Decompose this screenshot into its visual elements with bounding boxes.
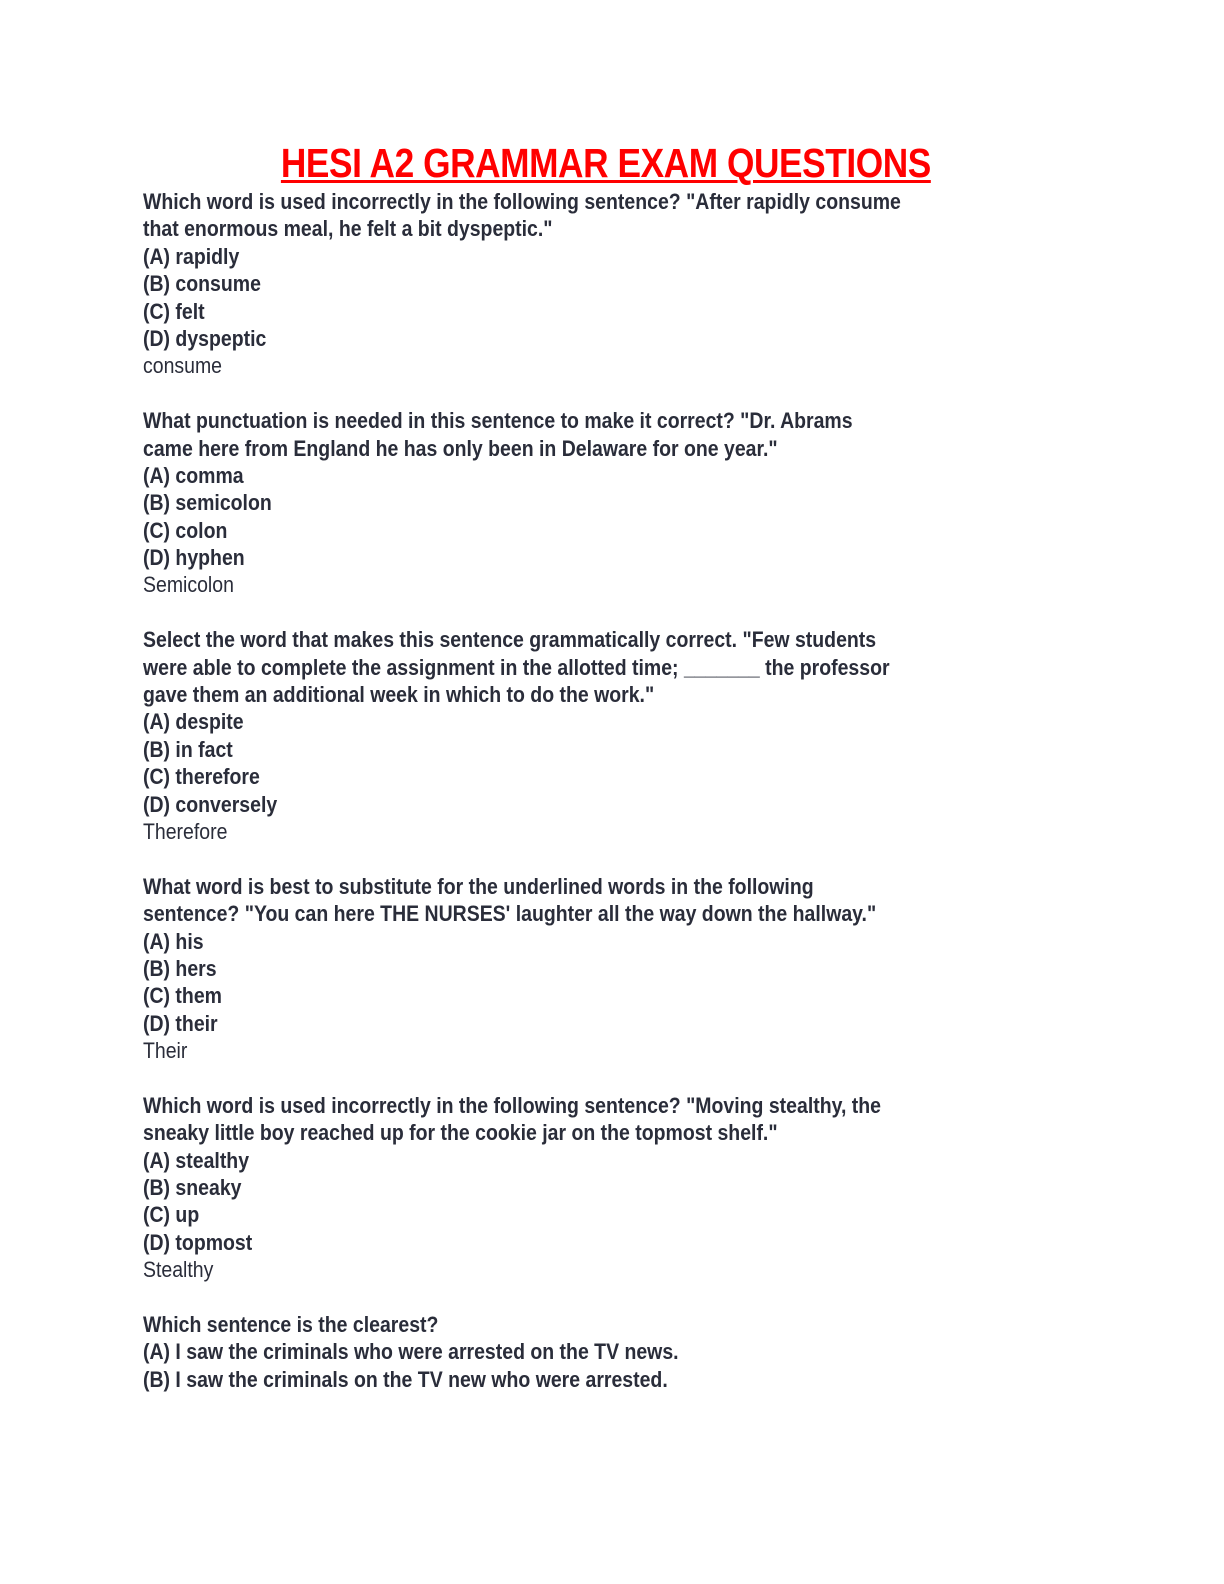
answer: Their [143,1038,188,1064]
option-d: (D) conversely [143,791,278,817]
question-text-line: sneaky little boy reached up for the cookie jar on the topmost shelf." [143,1120,778,1146]
question-text-line: sentence? "You can here THE NURSES' laughter all the way down the hallway." [143,901,877,927]
question-text-line: came here from England he has only been in Delaware for one year." [143,435,778,461]
question-text-line: were able to complete the assignment in the allotted time; _______ the professor [143,654,890,680]
answer: Semicolon [143,572,234,598]
question-text-line: that enormous meal, he felt a bit dyspeptic." [143,216,553,242]
question-4 [143,873,1117,1065]
option-b: (B) consume [143,271,261,297]
option-d: (D) dyspeptic [143,325,267,351]
page-title-text: HESI A2 GRAMMAR EXAM QUESTIONS [281,140,931,186]
question-1 [143,188,1117,380]
option-a: (A) his [143,928,204,954]
answer: Stealthy [143,1257,214,1283]
option-c: (C) them [143,983,222,1009]
question-text-line: What punctuation is needed in this sentence to make it correct? "Dr. Abrams [143,408,853,434]
option-d: (D) topmost [143,1229,253,1255]
question-2 [143,407,1117,599]
option-c: (C) up [143,1202,200,1228]
option-b: (B) semicolon [143,490,272,516]
option-c: (C) felt [143,298,205,324]
question-text-line: Select the word that makes this sentence grammatically correct. "Few students [143,627,877,653]
option-d: (D) hyphen [143,545,245,571]
option-b: (B) hers [143,955,217,981]
option-a: (A) stealthy [143,1147,250,1173]
option-a: (A) rapidly [143,243,240,269]
option-a: (A) comma [143,462,244,488]
option-b: (B) sneaky [143,1175,242,1201]
option-b: (B) in fact [143,736,233,762]
question-5 [143,1092,1117,1284]
option-c: (C) colon [143,517,228,543]
option-a: (A) despite [143,709,244,735]
question-text-line: What word is best to substitute for the underlined words in the following [143,873,814,899]
option-d: (D) their [143,1010,218,1036]
question-text-line: Which sentence is the clearest? [143,1312,439,1338]
option-c: (C) therefore [143,764,260,790]
answer: Therefore [143,818,228,844]
question-text-line: Which word is used incorrectly in the following sentence? "After rapidly consume [143,189,901,214]
option-b: (B) I saw the criminals on the TV new who were arrested. [143,1366,668,1392]
page-title [0,140,1212,186]
question-text-line: Which word is used incorrectly in the following sentence? "Moving stealthy, the [143,1092,882,1118]
question-3 [143,626,1117,845]
answer: consume [143,353,223,379]
question-6 [143,1311,1117,1393]
option-a: (A) I saw the criminals who were arrested on the TV news. [143,1339,679,1365]
question-text-line: gave them an additional week in which to do the work." [143,682,655,708]
question-list [143,188,1117,1421]
